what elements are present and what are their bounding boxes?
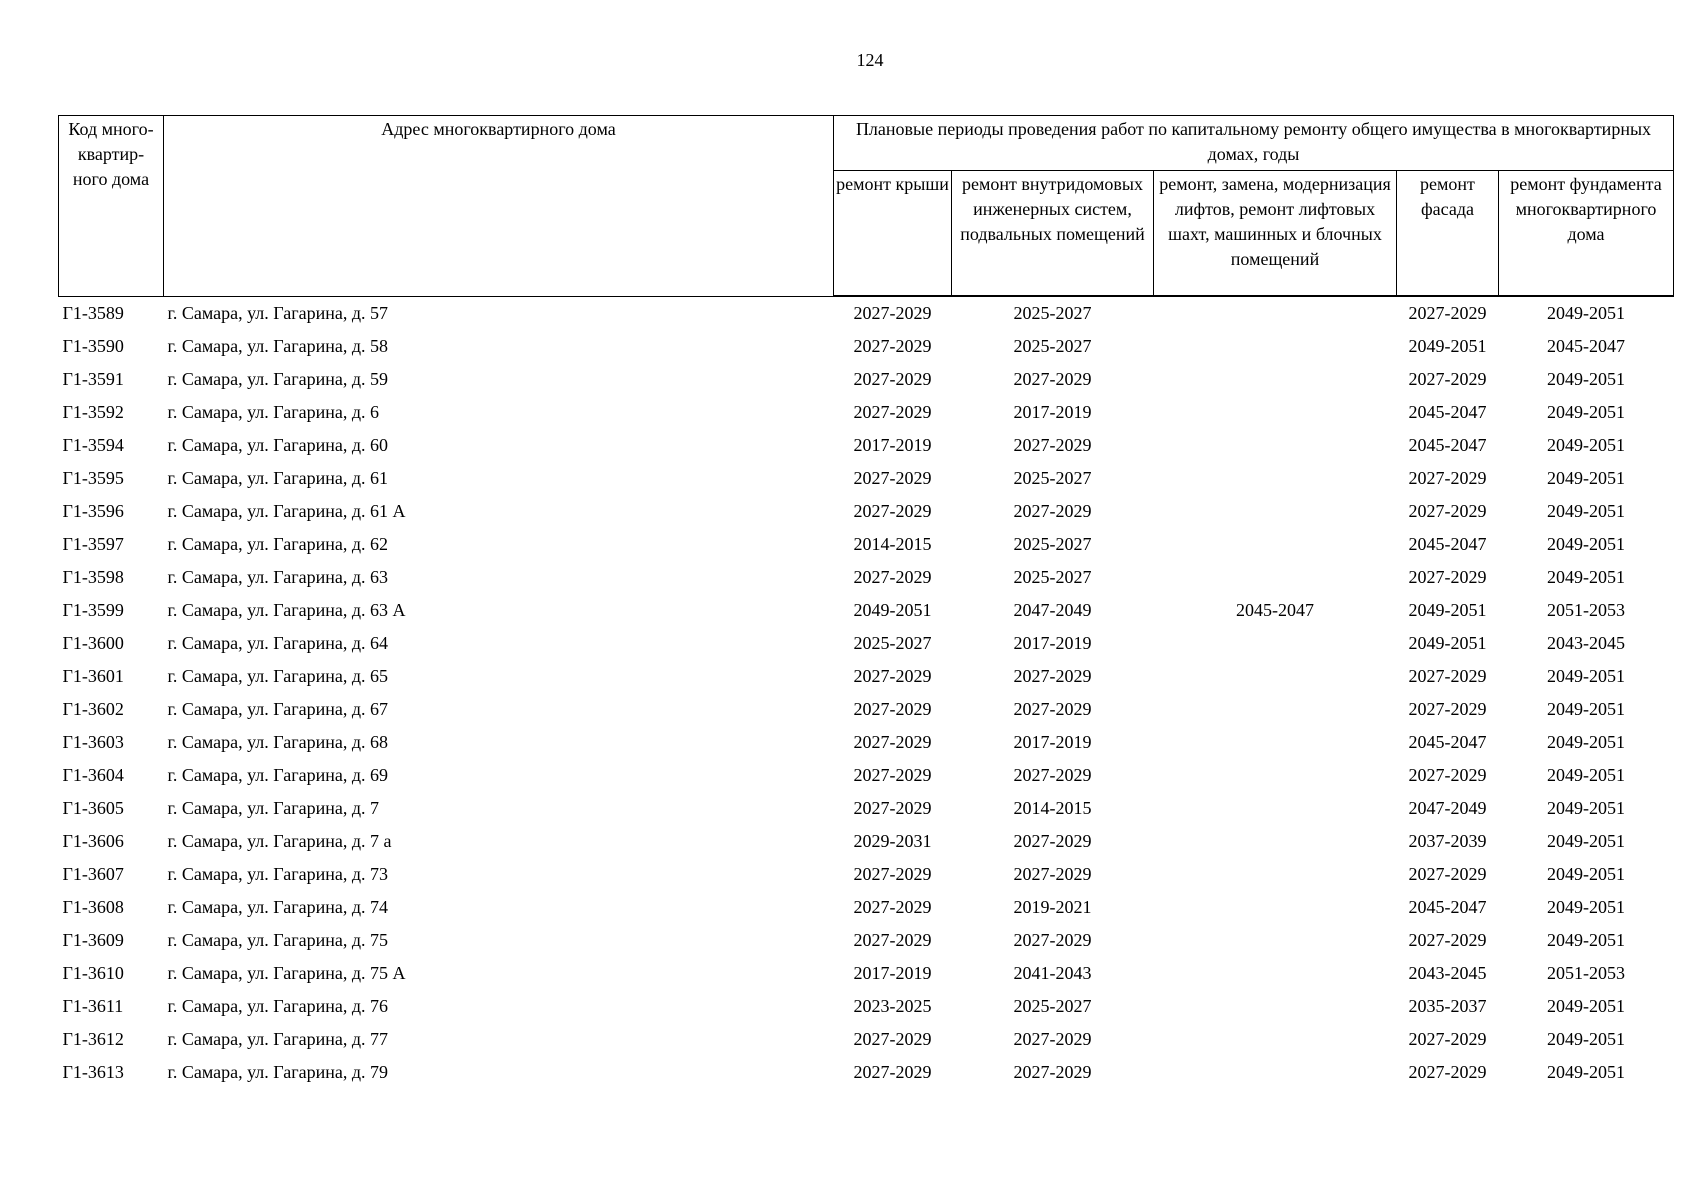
- cell-elevators: [1154, 891, 1397, 924]
- cell-roof: 2027-2029: [853, 897, 932, 917]
- cell-elevators: [1154, 858, 1397, 891]
- cell-facade: 2045-2047: [1408, 897, 1487, 917]
- cell-roof: 2027-2029: [853, 336, 932, 356]
- cell-elevators: [1154, 693, 1397, 726]
- table-row: [59, 296, 1674, 330]
- cell-code: Г1-3598: [62, 567, 124, 587]
- cell-facade: 2045-2047: [1408, 435, 1487, 455]
- cell-elevators: [1154, 330, 1397, 363]
- cell-foundation: 2049-2051: [1547, 699, 1625, 719]
- table-body: [59, 296, 1674, 1089]
- cell-roof: 2027-2029: [853, 303, 932, 323]
- cell-code: Г1-3603: [62, 732, 124, 752]
- cell-facade: 2045-2047: [1408, 402, 1487, 422]
- table-row: [59, 858, 1674, 891]
- cell-code: Г1-3594: [62, 435, 124, 455]
- cell-elevators: [1154, 363, 1397, 396]
- table-row: [59, 726, 1674, 759]
- header-code: Код много-квартир-ного дома: [59, 116, 164, 297]
- cell-engineering: 2027-2029: [1013, 765, 1092, 785]
- cell-foundation: 2049-2051: [1547, 435, 1625, 455]
- cell-foundation: 2049-2051: [1547, 798, 1625, 818]
- cell-roof: 2025-2027: [853, 633, 932, 653]
- table-row: [59, 594, 1674, 627]
- cell-facade: 2035-2037: [1408, 996, 1487, 1016]
- cell-engineering: 2027-2029: [1013, 831, 1092, 851]
- cell-facade: 2027-2029: [1408, 765, 1487, 785]
- cell-elevators: [1154, 462, 1397, 495]
- table-row: [59, 990, 1674, 1023]
- cell-engineering: 2017-2019: [1013, 402, 1092, 422]
- table-row: [59, 627, 1674, 660]
- cell-engineering: 2025-2027: [1013, 468, 1092, 488]
- cell-elevators: [1154, 528, 1397, 561]
- cell-roof: 2023-2025: [853, 996, 932, 1016]
- cell-code: Г1-3592: [62, 402, 124, 422]
- cell-engineering: 2025-2027: [1013, 534, 1092, 554]
- header-planned-periods: Плановые периоды проведения работ по капитальному ремонту общего имущества в многоквартирных домах, годы: [834, 116, 1674, 171]
- cell-code: Г1-3608: [62, 897, 124, 917]
- cell-code: Г1-3604: [62, 765, 124, 785]
- cell-engineering: 2025-2027: [1013, 567, 1092, 587]
- table-row: [59, 330, 1674, 363]
- cell-code: Г1-3612: [62, 1029, 124, 1049]
- cell-address: г. Самара, ул. Гагарина, д. 65: [167, 666, 389, 686]
- cell-facade: 2049-2051: [1408, 600, 1487, 620]
- table-row: [59, 363, 1674, 396]
- cell-address: г. Самара, ул. Гагарина, д. 62: [167, 534, 389, 554]
- cell-facade: 2043-2045: [1408, 963, 1487, 983]
- cell-facade: 2027-2029: [1408, 930, 1487, 950]
- cell-elevators: [1154, 561, 1397, 594]
- table-row: [59, 660, 1674, 693]
- cell-code: Г1-3606: [62, 831, 124, 851]
- cell-address: г. Самара, ул. Гагарина, д. 77: [167, 1029, 389, 1049]
- cell-elevators: [1154, 990, 1397, 1023]
- table-row: [59, 396, 1674, 429]
- table-row: [59, 495, 1674, 528]
- cell-roof: 2049-2051: [853, 600, 932, 620]
- cell-facade: 2027-2029: [1408, 699, 1487, 719]
- cell-elevators: [1154, 957, 1397, 990]
- cell-engineering: 2025-2027: [1013, 996, 1092, 1016]
- cell-elevators: [1154, 396, 1397, 429]
- cell-code: Г1-3590: [62, 336, 124, 356]
- cell-facade: 2027-2029: [1408, 864, 1487, 884]
- cell-roof: 2014-2015: [853, 534, 932, 554]
- cell-address: г. Самара, ул. Гагарина, д. 58: [167, 336, 389, 356]
- header-roof: ремонт крыши: [834, 171, 952, 297]
- cell-code: Г1-3607: [62, 864, 124, 884]
- cell-address: г. Самара, ул. Гагарина, д. 79: [167, 1062, 389, 1082]
- cell-engineering: 2047-2049: [1013, 600, 1092, 620]
- cell-code: Г1-3613: [62, 1062, 124, 1082]
- cell-facade: 2027-2029: [1408, 666, 1487, 686]
- cell-code: Г1-3591: [62, 369, 124, 389]
- table-row: [59, 1023, 1674, 1056]
- cell-roof: 2017-2019: [853, 435, 932, 455]
- cell-engineering: 2025-2027: [1013, 336, 1092, 356]
- cell-foundation: 2049-2051: [1547, 468, 1625, 488]
- header-facade: ремонт фасада: [1397, 171, 1499, 297]
- cell-facade: 2047-2049: [1408, 798, 1487, 818]
- cell-roof: 2017-2019: [853, 963, 932, 983]
- cell-engineering: 2017-2019: [1013, 732, 1092, 752]
- cell-foundation: 2049-2051: [1547, 1062, 1625, 1082]
- cell-foundation: 2049-2051: [1547, 930, 1625, 950]
- cell-foundation: 2045-2047: [1547, 336, 1625, 356]
- cell-facade: 2045-2047: [1408, 732, 1487, 752]
- cell-address: г. Самара, ул. Гагарина, д. 74: [167, 897, 389, 917]
- cell-foundation: 2051-2053: [1547, 963, 1625, 983]
- table-row: [59, 528, 1674, 561]
- cell-address: г. Самара, ул. Гагарина, д. 75 А: [167, 963, 406, 983]
- cell-elevators: [1154, 924, 1397, 957]
- cell-engineering: 2041-2043: [1013, 963, 1092, 983]
- cell-elevators: [1154, 495, 1397, 528]
- cell-address: г. Самара, ул. Гагарина, д. 63 А: [167, 600, 406, 620]
- cell-address: г. Самара, ул. Гагарина, д. 63: [167, 567, 389, 587]
- cell-code: Г1-3600: [62, 633, 124, 653]
- cell-foundation: 2049-2051: [1547, 831, 1625, 851]
- cell-facade: 2027-2029: [1408, 468, 1487, 488]
- table-row: [59, 792, 1674, 825]
- cell-code: Г1-3611: [62, 996, 124, 1016]
- cell-address: г. Самара, ул. Гагарина, д. 59: [167, 369, 389, 389]
- cell-engineering: 2025-2027: [1013, 303, 1092, 323]
- cell-engineering: 2017-2019: [1013, 633, 1092, 653]
- cell-elevators: [1154, 726, 1397, 759]
- cell-roof: 2027-2029: [853, 369, 932, 389]
- table-row: [59, 957, 1674, 990]
- cell-engineering: 2027-2029: [1013, 435, 1092, 455]
- cell-engineering: 2027-2029: [1013, 1029, 1092, 1049]
- cell-address: г. Самара, ул. Гагарина, д. 73: [167, 864, 389, 884]
- cell-roof: 2027-2029: [853, 798, 932, 818]
- cell-code: Г1-3597: [62, 534, 124, 554]
- cell-roof: 2027-2029: [853, 666, 932, 686]
- cell-code: Г1-3595: [62, 468, 124, 488]
- table-row: [59, 891, 1674, 924]
- cell-roof: 2029-2031: [853, 831, 932, 851]
- cell-foundation: 2049-2051: [1547, 369, 1625, 389]
- cell-foundation: 2051-2053: [1547, 600, 1625, 620]
- cell-address: г. Самара, ул. Гагарина, д. 76: [167, 996, 389, 1016]
- cell-foundation: 2049-2051: [1547, 534, 1625, 554]
- cell-elevators: [1154, 296, 1397, 330]
- table-row: [59, 561, 1674, 594]
- cell-address: г. Самара, ул. Гагарина, д. 60: [167, 435, 389, 455]
- cell-code: Г1-3599: [62, 600, 124, 620]
- cell-facade: 2027-2029: [1408, 369, 1487, 389]
- cell-elevators: [1154, 660, 1397, 693]
- cell-foundation: 2049-2051: [1547, 303, 1625, 323]
- cell-foundation: 2049-2051: [1547, 996, 1625, 1016]
- cell-address: г. Самара, ул. Гагарина, д. 57: [167, 302, 389, 323]
- cell-engineering: 2027-2029: [1013, 930, 1092, 950]
- table-row: [59, 825, 1674, 858]
- cell-roof: 2027-2029: [853, 864, 932, 884]
- cell-foundation: 2049-2051: [1547, 732, 1625, 752]
- cell-engineering: 2027-2029: [1013, 1062, 1092, 1082]
- cell-facade: 2027-2029: [1408, 1062, 1487, 1082]
- cell-elevators: [1154, 1056, 1397, 1089]
- table-row: [59, 1056, 1674, 1089]
- cell-engineering: 2014-2015: [1013, 798, 1092, 818]
- table-header: [59, 116, 1674, 297]
- cell-address: г. Самара, ул. Гагарина, д. 68: [167, 732, 389, 752]
- cell-address: г. Самара, ул. Гагарина, д. 61: [167, 468, 389, 488]
- cell-roof: 2027-2029: [853, 567, 932, 587]
- cell-code: Г1-3601: [62, 666, 124, 686]
- cell-elevators: [1154, 792, 1397, 825]
- cell-elevators: [1154, 627, 1397, 660]
- cell-roof: 2027-2029: [853, 930, 932, 950]
- header-engineering: ремонт внутридомовых инженерных систем, подвальных помещений: [952, 171, 1154, 297]
- table-row: [59, 759, 1674, 792]
- cell-engineering: 2027-2029: [1013, 699, 1092, 719]
- cell-elevators: [1154, 825, 1397, 858]
- cell-engineering: 2027-2029: [1013, 501, 1092, 521]
- cell-roof: 2027-2029: [853, 402, 932, 422]
- cell-engineering: 2027-2029: [1013, 864, 1092, 884]
- cell-roof: 2027-2029: [853, 699, 932, 719]
- cell-address: г. Самара, ул. Гагарина, д. 61 А: [167, 501, 406, 521]
- cell-roof: 2027-2029: [853, 1062, 932, 1082]
- cell-foundation: 2043-2045: [1547, 633, 1625, 653]
- cell-foundation: 2049-2051: [1547, 864, 1625, 884]
- cell-address: г. Самара, ул. Гагарина, д. 75: [167, 930, 389, 950]
- cell-address: г. Самара, ул. Гагарина, д. 6: [167, 402, 380, 422]
- cell-roof: 2027-2029: [853, 1029, 932, 1049]
- cell-address: г. Самара, ул. Гагарина, д. 7 а: [167, 831, 392, 851]
- cell-address: г. Самара, ул. Гагарина, д. 64: [167, 633, 389, 653]
- cell-code: Г1-3602: [62, 699, 124, 719]
- cell-facade: 2027-2029: [1408, 501, 1487, 521]
- cell-foundation: 2049-2051: [1547, 666, 1625, 686]
- cell-code: Г1-3609: [62, 930, 124, 950]
- cell-foundation: 2049-2051: [1547, 402, 1625, 422]
- table-row: [59, 693, 1674, 726]
- cell-elevators: [1154, 429, 1397, 462]
- cell-engineering: 2027-2029: [1013, 666, 1092, 686]
- cell-foundation: 2049-2051: [1547, 501, 1625, 521]
- cell-facade: 2045-2047: [1408, 534, 1487, 554]
- cell-address: г. Самара, ул. Гагарина, д. 67: [167, 699, 389, 719]
- cell-facade: 2037-2039: [1408, 831, 1487, 851]
- cell-foundation: 2049-2051: [1547, 567, 1625, 587]
- capital-repair-table: [58, 115, 1674, 1089]
- cell-foundation: 2049-2051: [1547, 1029, 1625, 1049]
- cell-engineering: 2027-2029: [1013, 369, 1092, 389]
- cell-address: г. Самара, ул. Гагарина, д. 7: [167, 798, 380, 818]
- cell-code: Г1-3610: [62, 963, 124, 983]
- cell-elevators: 2045-2047: [1236, 600, 1314, 620]
- cell-roof: 2027-2029: [853, 765, 932, 785]
- cell-elevators: [1154, 759, 1397, 792]
- table-row: [59, 462, 1674, 495]
- cell-facade: 2027-2029: [1408, 303, 1487, 323]
- cell-address: г. Самара, ул. Гагарина, д. 69: [167, 765, 389, 785]
- header-foundation: ремонт фундамента многоквартирного дома: [1499, 171, 1674, 297]
- cell-foundation: 2049-2051: [1547, 897, 1625, 917]
- cell-facade: 2027-2029: [1408, 1029, 1487, 1049]
- cell-engineering: 2019-2021: [1013, 897, 1092, 917]
- cell-foundation: 2049-2051: [1547, 765, 1625, 785]
- cell-elevators: [1154, 1023, 1397, 1056]
- table-row: [59, 429, 1674, 462]
- cell-facade: 2049-2051: [1408, 633, 1487, 653]
- cell-facade: 2027-2029: [1408, 567, 1487, 587]
- cell-roof: 2027-2029: [853, 468, 932, 488]
- cell-facade: 2049-2051: [1408, 336, 1487, 356]
- cell-code: Г1-3605: [62, 798, 124, 818]
- cell-code: Г1-3589: [62, 302, 124, 323]
- header-elevators: ремонт, замена, модернизация лифтов, ремонт лифтовых шахт, машинных и блочных помещений: [1154, 171, 1397, 297]
- cell-code: Г1-3596: [62, 501, 124, 521]
- header-address: Адрес многоквартирного дома: [164, 116, 834, 297]
- table-row: [59, 924, 1674, 957]
- cell-roof: 2027-2029: [853, 501, 932, 521]
- page-number: 124: [856, 50, 884, 70]
- cell-roof: 2027-2029: [853, 732, 932, 752]
